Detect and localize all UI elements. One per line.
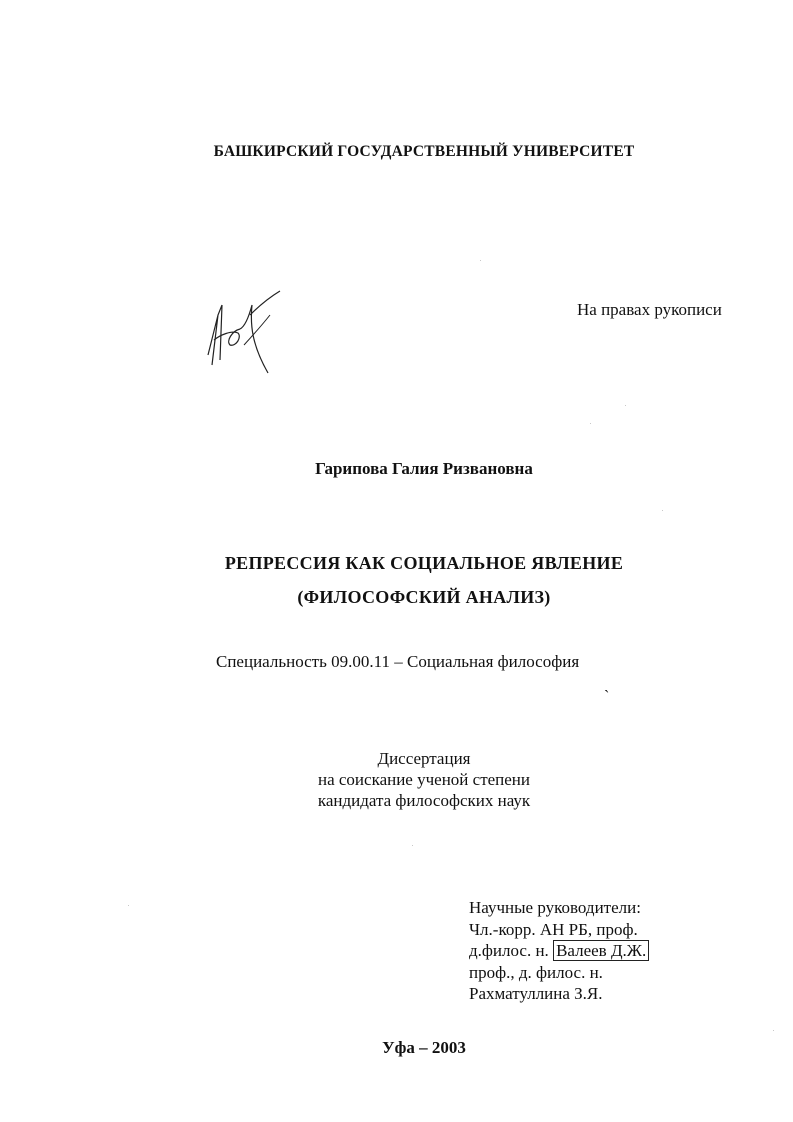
scan-speck bbox=[773, 1030, 774, 1031]
supervisor-2-degree: проф., д. филос. н. bbox=[469, 962, 603, 982]
stray-pen-mark: ˎ bbox=[604, 676, 610, 693]
author-name: Гарипова Галия Ризвановна bbox=[315, 459, 533, 478]
supervisor-1-name: Валеев Д.Ж. bbox=[553, 940, 649, 961]
supervisor-1-degree: д.филос. н. bbox=[469, 941, 549, 960]
supervisors-block bbox=[469, 897, 649, 1005]
supervisors-heading: Научные руководители: bbox=[469, 898, 641, 917]
scan-speck bbox=[412, 845, 413, 846]
degree-line: на соискание ученой степени bbox=[317, 770, 531, 789]
dissertation-degree-block bbox=[0, 748, 793, 811]
scan-speck bbox=[480, 260, 481, 261]
dissertation-label: Диссертация bbox=[377, 749, 471, 768]
supervisor-1-degree-line bbox=[469, 940, 649, 962]
specialty-line: Специальность 09.00.11 – Социальная философия bbox=[216, 652, 580, 671]
scan-speck bbox=[590, 423, 591, 424]
supervisor-2-name: Рахматуллина З.Я. bbox=[469, 984, 603, 1003]
university-name: БАШКИРСКИЙ ГОСУДАРСТВЕННЫЙ УНИВЕРСИТЕТ bbox=[213, 143, 635, 160]
signature-icon bbox=[200, 285, 290, 380]
dissertation-title-line-2: (ФИЛОСОФСКИЙ АНАЛИЗ) bbox=[297, 587, 551, 607]
scan-speck bbox=[662, 510, 663, 511]
degree-field-line: кандидата философских наук bbox=[317, 791, 531, 810]
manuscript-rights-note: На правах рукописи bbox=[577, 300, 722, 319]
city-year: Уфа – 2003 bbox=[382, 1038, 466, 1057]
scan-speck bbox=[625, 405, 626, 406]
dissertation-title-line-1: РЕПРЕССИЯ КАК СОЦИАЛЬНОЕ ЯВЛЕНИЕ bbox=[224, 553, 624, 573]
scan-speck bbox=[128, 905, 129, 906]
supervisor-1-title: Чл.-корр. АН РБ, проф. bbox=[469, 919, 638, 939]
